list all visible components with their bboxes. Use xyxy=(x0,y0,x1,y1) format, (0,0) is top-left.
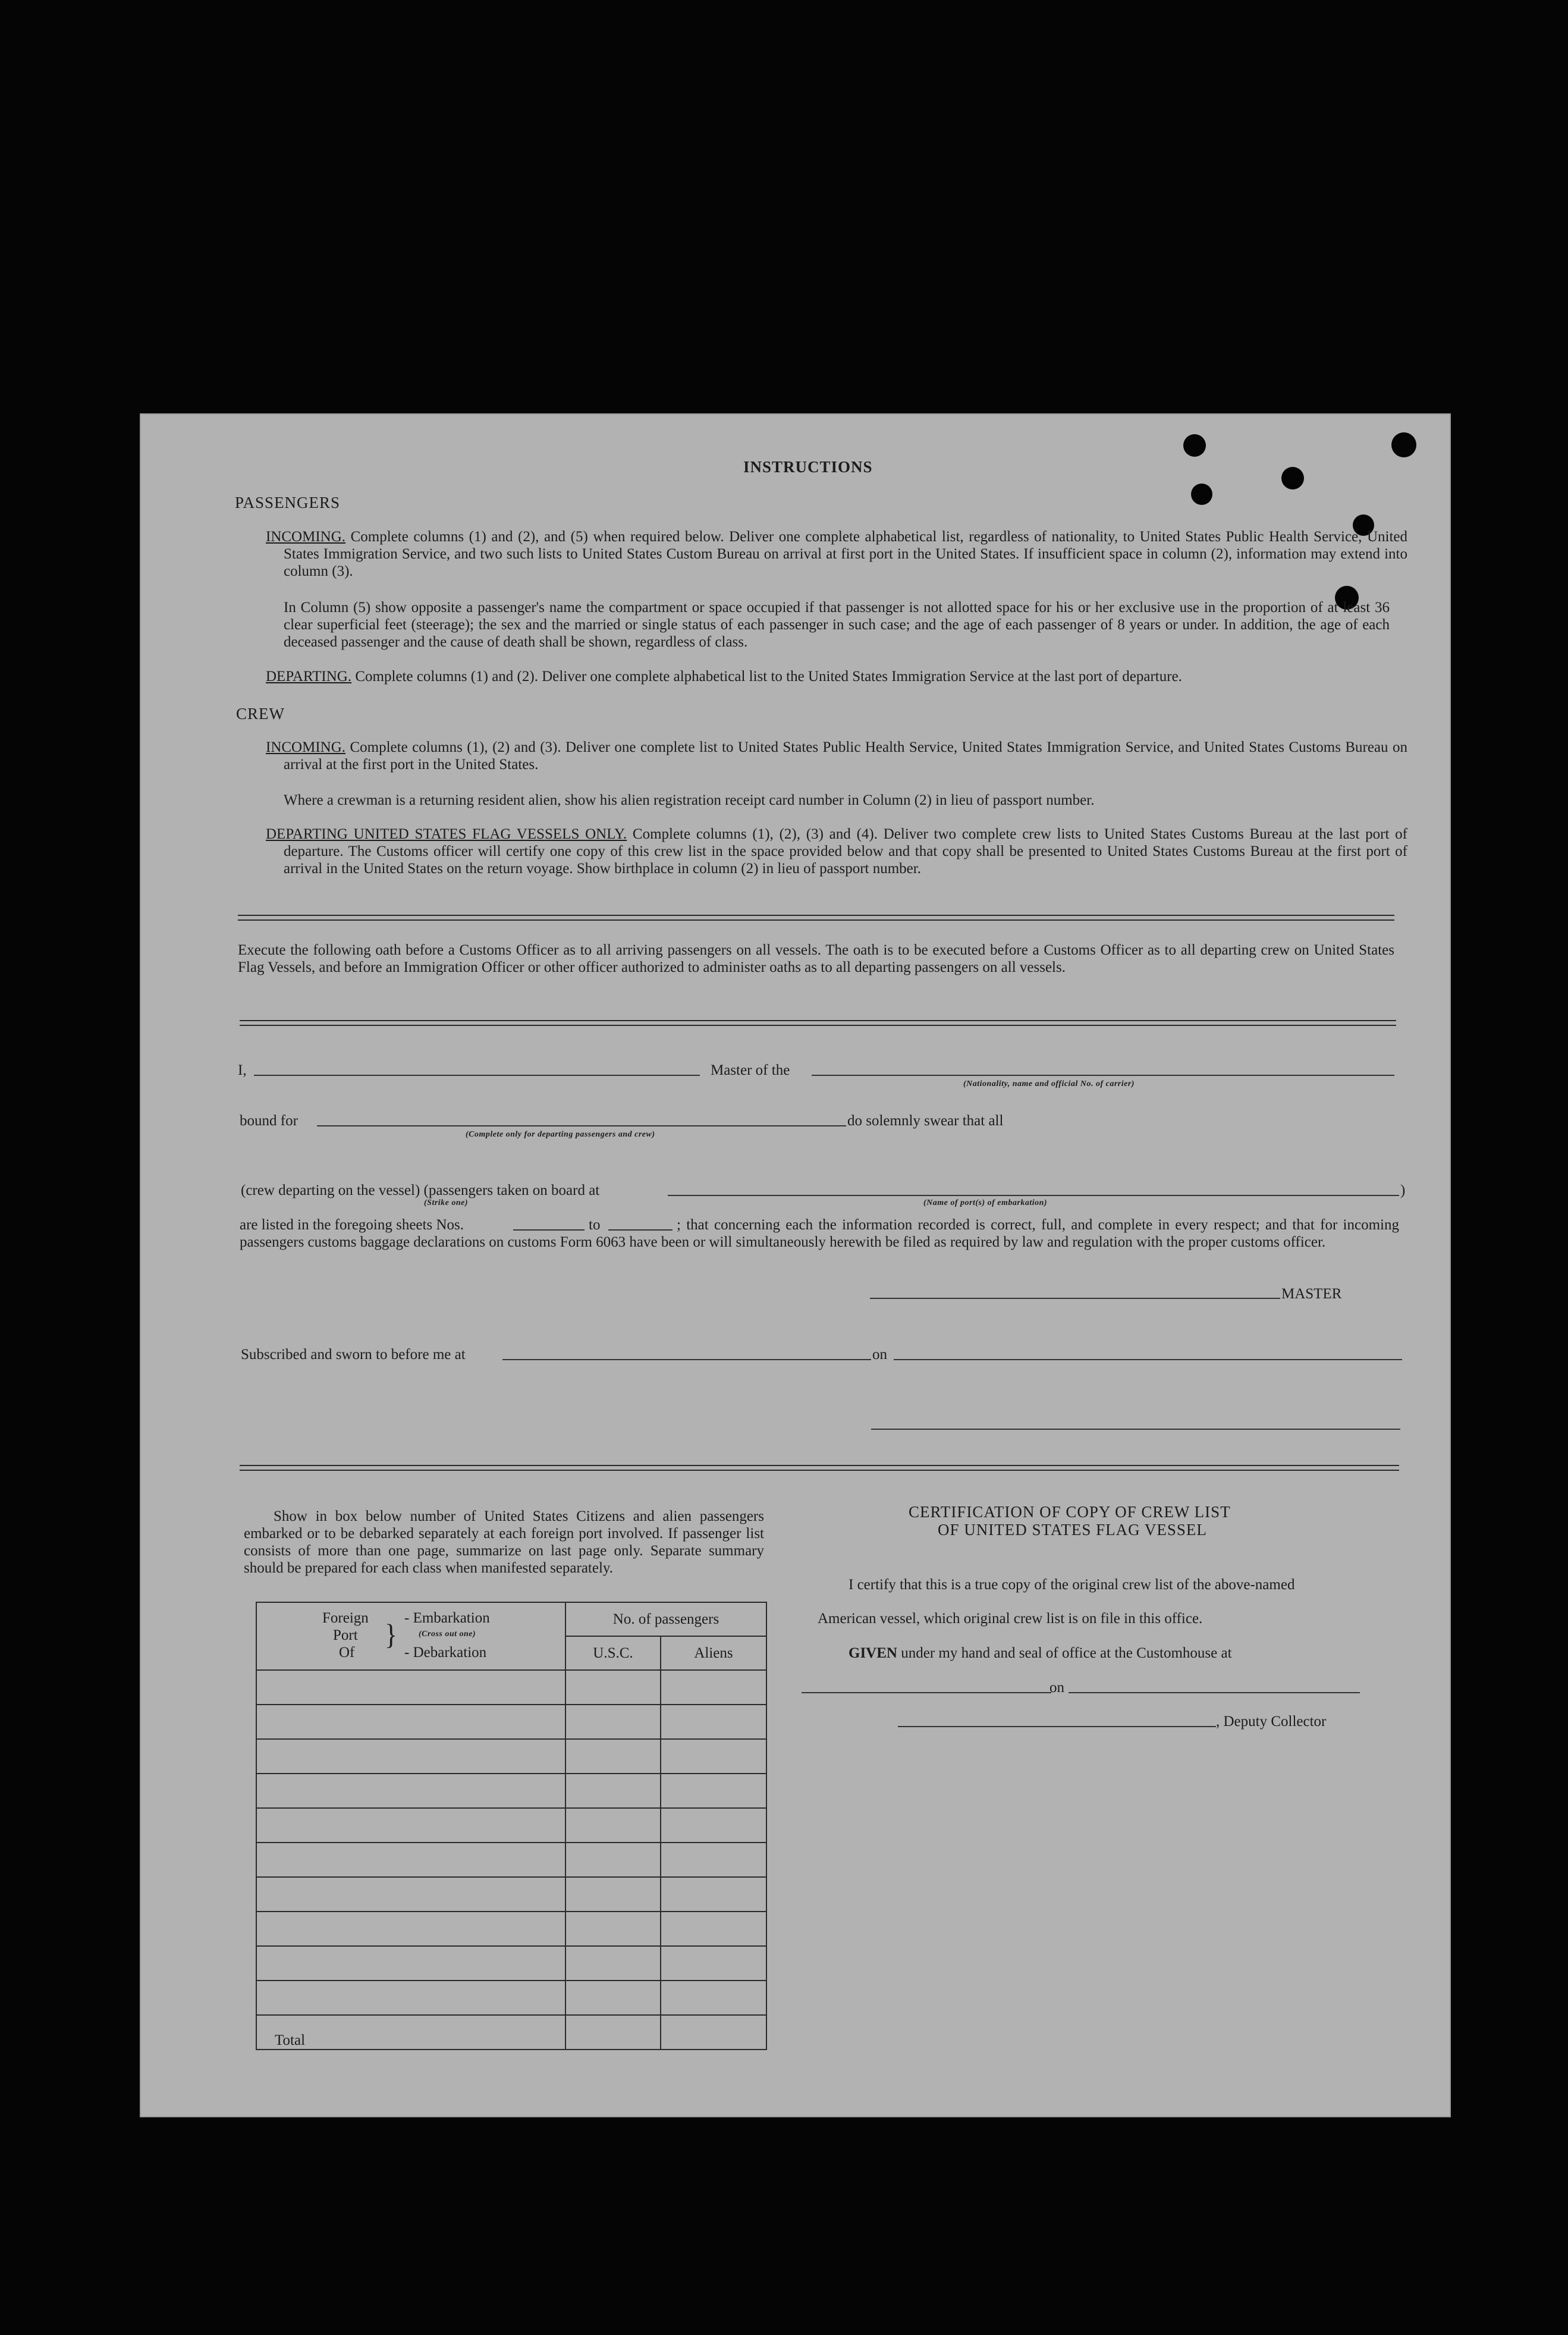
passengers-incoming-label: INCOMING. xyxy=(266,529,346,545)
section-divider xyxy=(240,1470,1399,1471)
aliens-header: Aliens xyxy=(661,1636,766,1670)
brace-icon: } xyxy=(385,1618,398,1651)
summary-instructions: Show in box below number of United States Citizens and alien passengers embarked or to be debarked separately at each foreign port involved. If passenger list consists of more than one page, summarize on last page only. Separate summary should be prepared for each class when manifested separately. xyxy=(244,1508,764,1576)
crew-incoming-label: INCOMING. xyxy=(266,739,346,755)
embarkation-field[interactable] xyxy=(668,1195,1399,1196)
aliens-cell[interactable] xyxy=(661,1981,766,2015)
carrier-caption: (Nationality, name and official No. of carrier) xyxy=(963,1079,1135,1088)
subscribed-on-label: on xyxy=(872,1347,887,1363)
port-cell[interactable] xyxy=(256,1705,565,1739)
embarkation-caption: (Name of port(s) of embarkation) xyxy=(923,1198,1048,1207)
passengers-departing-label: DEPARTING. xyxy=(266,669,352,685)
oath-instructions: Execute the following oath before a Customs Officer as to all arriving passengers on all vessels. The oath is to be executed before a Customs Officer as to all departing crew on United States Flag Vessels, and before an Immigration Officer or other officer authorized to administer oaths as to all departing passengers on all vessels. xyxy=(238,942,1394,975)
crew-resident-paragraph: Where a crewman is a returning resident alien, show his alien registration receipt card number in Column (2) in lieu of passport number. xyxy=(284,792,1095,808)
bound-for-field[interactable] xyxy=(317,1125,846,1126)
aliens-cell[interactable] xyxy=(661,1877,766,1912)
usc-cell[interactable] xyxy=(565,1670,661,1705)
certification-date-field[interactable] xyxy=(1069,1692,1360,1693)
passengers-incoming-paragraph xyxy=(266,528,1407,580)
port-cell[interactable] xyxy=(256,1912,565,1946)
usc-cell[interactable] xyxy=(565,1981,661,2015)
table-row xyxy=(256,1912,766,1946)
swear-text: do solemnly swear that all xyxy=(847,1113,1004,1129)
punch-hole xyxy=(1183,434,1206,457)
certify-text: I certify that this is a true copy of the original crew list of the above-named xyxy=(849,1577,1295,1593)
section-divider xyxy=(240,1465,1399,1466)
page-title: INSTRUCTIONS xyxy=(743,458,873,476)
crew-incoming-text: Complete columns (1), (2) and (3). Deliver one complete list to United States Public Health Service, United States Immigration Service, and United States Customs Bureau on arrival at the first port in the United States. xyxy=(284,739,1407,773)
usc-cell[interactable] xyxy=(565,1705,661,1739)
table-row xyxy=(256,1774,766,1808)
port-cell[interactable] xyxy=(256,1670,565,1705)
port-cell[interactable] xyxy=(256,1774,565,1808)
table-row xyxy=(256,1981,766,2015)
total-usc-cell[interactable] xyxy=(565,2015,661,2050)
embarkation-option[interactable]: - Embarkation xyxy=(404,1610,490,1626)
usc-cell[interactable] xyxy=(565,1739,661,1774)
aliens-cell[interactable] xyxy=(661,1843,766,1877)
section-divider xyxy=(240,1025,1396,1026)
bound-for-label: bound for xyxy=(240,1113,298,1129)
oath-i-label: I, xyxy=(238,1062,247,1078)
port-cell[interactable] xyxy=(256,1808,565,1843)
to-label: to xyxy=(589,1217,601,1233)
passengers-departing-text: Complete columns (1) and (2). Deliver one complete alphabetical list to the United States Immigration Service at the last port of departure. xyxy=(355,669,1182,685)
foreign-label: Foreign xyxy=(322,1610,369,1626)
master-signature-label: MASTER xyxy=(1281,1286,1342,1302)
table-header-row xyxy=(256,1602,766,1636)
certification-title-1: CERTIFICATION OF COPY OF CREW LIST xyxy=(909,1503,1231,1521)
aliens-cell[interactable] xyxy=(661,1946,766,1981)
passenger-summary-table xyxy=(256,1602,767,2050)
port-label: Port xyxy=(333,1627,358,1643)
usc-cell[interactable] xyxy=(565,1774,661,1808)
subscribed-place-field[interactable] xyxy=(502,1359,871,1360)
usc-cell[interactable] xyxy=(565,1808,661,1843)
aliens-cell[interactable] xyxy=(661,1739,766,1774)
port-cell[interactable] xyxy=(256,1946,565,1981)
officer-signature-line[interactable] xyxy=(871,1429,1400,1430)
table-row xyxy=(256,1808,766,1843)
aliens-cell[interactable] xyxy=(661,1705,766,1739)
crew-departing-label: DEPARTING UNITED STATES FLAG VESSELS ONLY. xyxy=(266,826,627,842)
aliens-cell[interactable] xyxy=(661,1912,766,1946)
usc-header: U.S.C. xyxy=(565,1636,661,1670)
port-cell[interactable] xyxy=(256,1877,565,1912)
table-row xyxy=(256,1705,766,1739)
subscribed-date-field[interactable] xyxy=(894,1359,1402,1360)
bound-for-caption: (Complete only for departing passengers and crew) xyxy=(466,1130,655,1139)
total-aliens-cell[interactable] xyxy=(661,2015,766,2050)
port-cell[interactable] xyxy=(256,1981,565,2015)
total-row xyxy=(256,2015,766,2050)
total-label: Total xyxy=(256,2015,565,2050)
usc-cell[interactable] xyxy=(565,1946,661,1981)
no-passengers-header: No. of passengers xyxy=(565,1602,766,1636)
table-row xyxy=(256,1670,766,1705)
given-label: GIVEN xyxy=(849,1645,897,1661)
crew-heading: CREW xyxy=(236,705,285,723)
strike-one-caption: (Strike one) xyxy=(424,1198,469,1207)
debarkation-option[interactable]: - Debarkation xyxy=(404,1644,487,1661)
punch-hole xyxy=(1391,432,1416,457)
carrier-field[interactable] xyxy=(812,1075,1394,1076)
aliens-cell[interactable] xyxy=(661,1670,766,1705)
certification-on-label: on xyxy=(1049,1680,1064,1696)
customhouse-field[interactable] xyxy=(802,1692,1051,1693)
aliens-cell[interactable] xyxy=(661,1808,766,1843)
port-header-cell xyxy=(256,1602,565,1670)
section-divider xyxy=(238,915,1394,916)
of-label: Of xyxy=(339,1644,355,1661)
port-cell[interactable] xyxy=(256,1843,565,1877)
cross-out-caption: (Cross out one) xyxy=(419,1630,476,1639)
section-divider xyxy=(238,919,1394,921)
usc-cell[interactable] xyxy=(565,1843,661,1877)
crew-departing-paragraph xyxy=(266,826,1407,877)
master-name-field[interactable] xyxy=(254,1075,700,1076)
punch-hole xyxy=(1191,484,1212,505)
deputy-signature-line[interactable] xyxy=(898,1726,1216,1727)
table-row xyxy=(256,1877,766,1912)
punch-hole xyxy=(1281,467,1304,489)
american-text: American vessel, which original crew list is on file in this office. xyxy=(818,1611,1203,1627)
section-divider xyxy=(240,1020,1396,1021)
deputy-collector-label: , Deputy Collector xyxy=(1216,1713,1327,1730)
usc-cell[interactable] xyxy=(565,1877,661,1912)
given-line xyxy=(849,1644,1232,1662)
crew-departing-text: Complete columns (1), (2), (3) and (4). Deliver two complete crew lists to United States Customs Bureau at the last port of departure. The Customs officer will certify one copy of this crew list in the space provided below and that copy shall be presented to United States Customs Bureau at the first port of arrival in the United States on the return voyage. Show birthplace in column (2) in lieu of passport number. xyxy=(284,826,1408,877)
table-row xyxy=(256,1946,766,1981)
given-text: under my hand and seal of office at the Customhouse at xyxy=(901,1645,1232,1661)
table-row xyxy=(256,1843,766,1877)
usc-cell[interactable] xyxy=(565,1912,661,1946)
certification-title-2: OF UNITED STATES FLAG VESSEL xyxy=(938,1521,1207,1539)
table-row xyxy=(256,1739,766,1774)
passengers-heading: PASSENGERS xyxy=(235,494,341,511)
crew-departing-text: (crew departing on the vessel) (passengers taken on board at xyxy=(241,1182,600,1198)
crew-incoming-paragraph xyxy=(266,739,1407,773)
passengers-incoming-text: Complete columns (1) and (2), and (5) when required below. Deliver one complete alphabetical list, regardless of nationality, to United States Public Health Service, United States Immigration Service, and two such lists to United States Custom Bureau on arrival at first port in the United States. If insufficient space in column (2), information may extend into column (3). xyxy=(284,529,1407,579)
passengers-column5-paragraph: In Column (5) show opposite a passenger's name the compartment or space occupied if that passenger is not allotted space for his or her exclusive use in the proportion of at least 36 clear superficial feet (steerage); the sex and the married or single status of each passenger in such case; and the age of each passenger of 8 years or under. In addition, the age of each deceased passenger and the cause of death shall be shown, regardless of class. xyxy=(284,600,1390,650)
port-cell[interactable] xyxy=(256,1739,565,1774)
master-of-the-label: Master of the xyxy=(711,1062,790,1078)
close-paren: ) xyxy=(1400,1182,1406,1198)
aliens-cell[interactable] xyxy=(661,1774,766,1808)
document-page xyxy=(140,413,1451,2117)
listed-rest-text: ; that concerning each the information recorded is correct, full, and complete in every respect; and that for incoming passengers customs baggage declarations on customs Form 6063 have been or will simultaneously herewith be filed as required by law and regulation with the proper customs officer. xyxy=(240,1217,1399,1250)
listed-prefix: are listed in the foregoing sheets Nos. xyxy=(240,1217,464,1233)
subscribed-label: Subscribed and sworn to before me at xyxy=(241,1347,466,1363)
master-signature-line[interactable] xyxy=(870,1298,1280,1299)
passengers-departing-paragraph xyxy=(266,668,1390,685)
